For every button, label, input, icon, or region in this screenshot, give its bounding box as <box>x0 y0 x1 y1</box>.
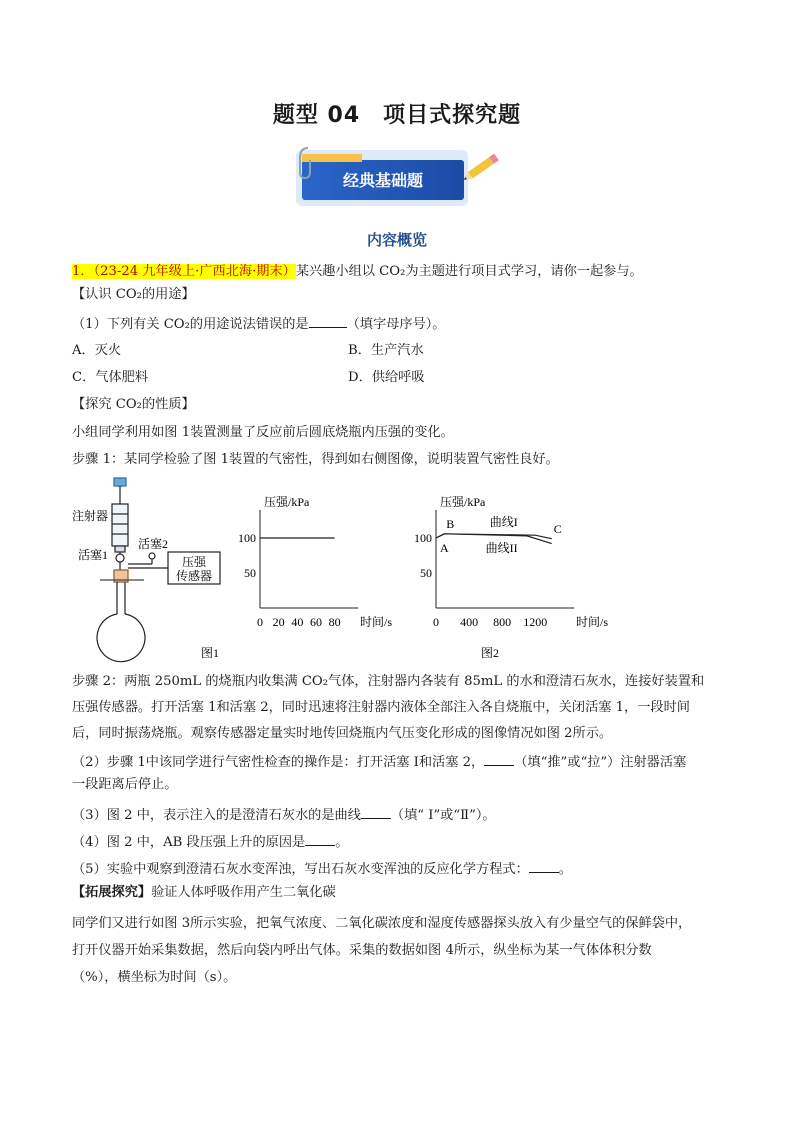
x-tick-label: 80 <box>328 615 341 629</box>
question-part-5: （5）实验中观察到澄清石灰水变浑浊，写出石灰水变浑浊的反应化学方程式： 。 <box>72 859 572 880</box>
section-heading-uses: 【认识 CO₂的用途】 <box>72 287 195 302</box>
x-tick-label: 1200 <box>523 615 548 629</box>
option-c: C．气体肥料 <box>72 370 149 385</box>
x-axis-label: 时间/s <box>576 615 609 629</box>
sensor-label-1: 压强 <box>181 555 207 569</box>
sensor-label-2: 传感器 <box>175 569 213 583</box>
chart-gas-tightness <box>238 495 392 629</box>
x-tick-label: 0 <box>257 615 263 629</box>
badge-label: 经典基础题 <box>342 171 424 190</box>
figure-svg <box>70 474 609 664</box>
option-d: D．供给呼吸 <box>348 370 425 385</box>
paragraph: 同学们又进行如图 3所示实验，把氧气浓度、二氧化碳浓度和湿度传感器探头放入有少量空气的保鲜袋中， <box>72 916 692 931</box>
paragraph: 一段距离后停止。 <box>72 777 178 792</box>
label-syringe: 注射器 <box>72 509 109 523</box>
chart-pressure-curves <box>414 495 608 629</box>
series-label-2: 曲线II <box>485 540 518 555</box>
answer-blank[interactable] <box>305 832 335 846</box>
x-axis-label: 时间/s <box>360 615 393 629</box>
answer-blank[interactable] <box>529 859 559 873</box>
badge-graphic <box>290 146 500 214</box>
question-part-2: （2）步骤 1中该同学进行气密性检查的操作是：打开活塞 Ⅰ和活塞 2， （填“推”或“拉”）注射器活塞 <box>72 752 686 773</box>
option-b: B．生产汽水 <box>348 343 424 358</box>
y-axis-label: 压强/kPa <box>440 495 486 509</box>
answer-blank[interactable] <box>484 752 514 766</box>
paragraph: 打开仪器开始采集数据，然后向袋内呼出气体。采集的数据如图 4所示，纵坐标为某一气体体积分数 <box>72 943 652 958</box>
paragraph: 压强传感器。打开活塞 1和活塞 2，同时迅速将注射器内液体全部注入各自烧瓶中，关闭活塞 1，一段时间 <box>72 700 690 715</box>
caption-fig1: 图1 <box>200 646 220 660</box>
y-axis-label: 压强/kPa <box>264 495 310 509</box>
question-intro: 某兴趣小组以 CO₂为主题进行项目式学习，请你一起参与。 <box>295 264 643 279</box>
section-subtitle: 内容概览 <box>366 231 427 249</box>
x-tick-label: 20 <box>272 615 285 629</box>
x-tick-label: 800 <box>493 615 512 629</box>
badge <box>290 146 500 214</box>
section-heading-properties: 【探究 CO₂的性质】 <box>72 397 195 412</box>
caption-fig2: 图2 <box>480 646 500 660</box>
y-tick-label: 50 <box>420 566 432 580</box>
answer-blank[interactable] <box>361 805 391 819</box>
paragraph: （%），横坐标为时间（s）。 <box>72 970 237 985</box>
y-tick-label: 100 <box>238 531 256 545</box>
option-a: A．灭火 <box>72 343 122 358</box>
question-part-4: （4）图 2 中，AB 段压强上升的原因是 。 <box>72 832 348 853</box>
y-tick-label: 50 <box>244 566 256 580</box>
section-heading-extension: 【拓展探究】验证人体呼吸作用产生二氧化碳 <box>72 885 336 900</box>
question-source: 1．（23-24 九年级上·广西北海·期末） <box>72 264 296 279</box>
figure-area <box>70 474 609 664</box>
paragraph: 步骤 1：某同学检验了图 1装置的气密性，得到如右侧图像，说明装置气密性良好。 <box>72 452 559 467</box>
x-tick-label: 0 <box>433 615 439 629</box>
question-1-header <box>72 262 643 282</box>
label-valve2: 活塞2 <box>138 537 169 551</box>
page-title: 题型 04 项目式探究题 <box>272 103 522 128</box>
question-part-1: （1）下列有关 CO₂的用途说法错误的是 （填字母序号）。 <box>72 314 446 335</box>
y-tick-label: 100 <box>414 531 432 545</box>
paragraph: 步骤 2：两瓶 250mL 的烧瓶内收集满 CO₂气体，注射器内各装有 85mL 的水和澄清石灰水，连接好装置和 <box>72 674 705 689</box>
point-label-b: B <box>446 516 455 531</box>
question-part-3: （3）图 2 中，表示注入的是澄清石灰水的是曲线 （填“ Ⅰ”或“Ⅱ”）。 <box>72 805 496 826</box>
point-label-a: A <box>440 541 449 555</box>
series-label-1: 曲线I <box>489 514 518 529</box>
paragraph: 后，同时振荡烧瓶。观察传感器定量实时地传回烧瓶内气压变化形成的图像情况如图 2所示。 <box>72 726 613 741</box>
label-valve1: 活塞1 <box>78 548 109 562</box>
point-label-c: C <box>553 522 562 537</box>
answer-blank[interactable] <box>309 314 347 328</box>
x-tick-label: 400 <box>460 615 479 629</box>
x-tick-label: 40 <box>291 615 304 629</box>
paragraph: 小组同学利用如图 1装置测量了反应前后圆底烧瓶内压强的变化。 <box>72 425 454 440</box>
x-tick-label: 60 <box>310 615 322 629</box>
